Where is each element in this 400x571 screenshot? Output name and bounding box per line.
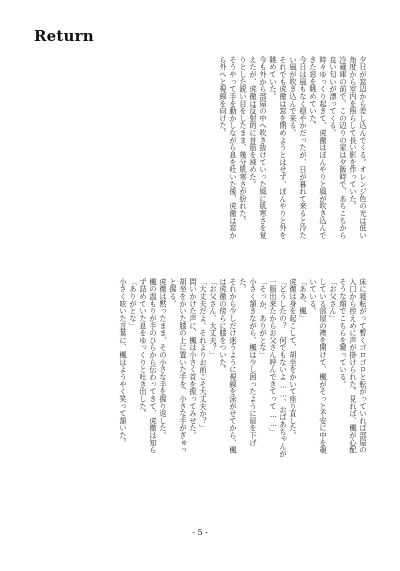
lower-text-block: 床に寝転がって暫くゴロゴロと転がっていれば部屋の入口から控えめに声が掛けられた。見れば、楓が心配そうな顔でこちらを窺っている。 「お父さん」 している部屋の襖を開けて、楓がそっと不安に中を覗いている。 「ああ、楓」 虎徹は身を起こして、胡坐をかいて座り直した。 「どうしたの？ 何でもないよ……、おばあちゃんが一服出来たからお父さん呼んできてって……」 「そっか、ありがとな」 小さく頷きながら、楓は少し困ったように眉を下げた。 それから少しだけ迷うように視線を泳がせてから、楓は虎徹の傍らに膝をついた。 「お父さん、大丈夫？」 「大丈夫だよ。それよりお前こそ大丈夫か？」 問いかけた声に、楓は小さく首を振ってみせた。 胡坐をかいた膝の上に置いた手を、小さな手がぎゅっと握る。 虎徹は黙ったまま、その小さな手を握り返した。 楓の温もりが手のひらから伝わってきて、虎徹は知らず詰めていた息をゆっくりと吐き出した。 「ありがとな」 小さく呟いた言葉に、楓はようやく笑って頷いた。 — [119, 278, 368, 458]
page-number: - 5 - — [192, 528, 208, 537]
body-text-area — [36, 56, 368, 458]
brand-title: Return — [34, 27, 94, 45]
upper-text-block: 夕日が窓辺から差し込んでくる。オレンジ色の光は低い角度から室内を照らして長い影を作っていた。 冷蔵庫の前で、この辺りの家は夕飯時で、あちこちから良い匂いが漂ってくる。 時々ゆっくり起きて、虎徹はぼんやりと風が吹き込んできた窓を眺めていた。 今日は風もなく穏やかだったが、日が暮れて来ると冷たい風が吹き込んで来る。 それでも虎徹は窓を閉めようとはせず、ぼんやりと外を眺めていた。 今も外から部屋の中へ吹き抜けていった風に肌寒さを覚えたが、虎徹は反射的に首筋を竦めた。 りとした鋭い目をしたまま、幾分肌寒さが紛れた。 そうやって手を動かしながら息を吐いた後、虎徹は窓から外へと視線を向けた。 — [219, 56, 368, 239]
